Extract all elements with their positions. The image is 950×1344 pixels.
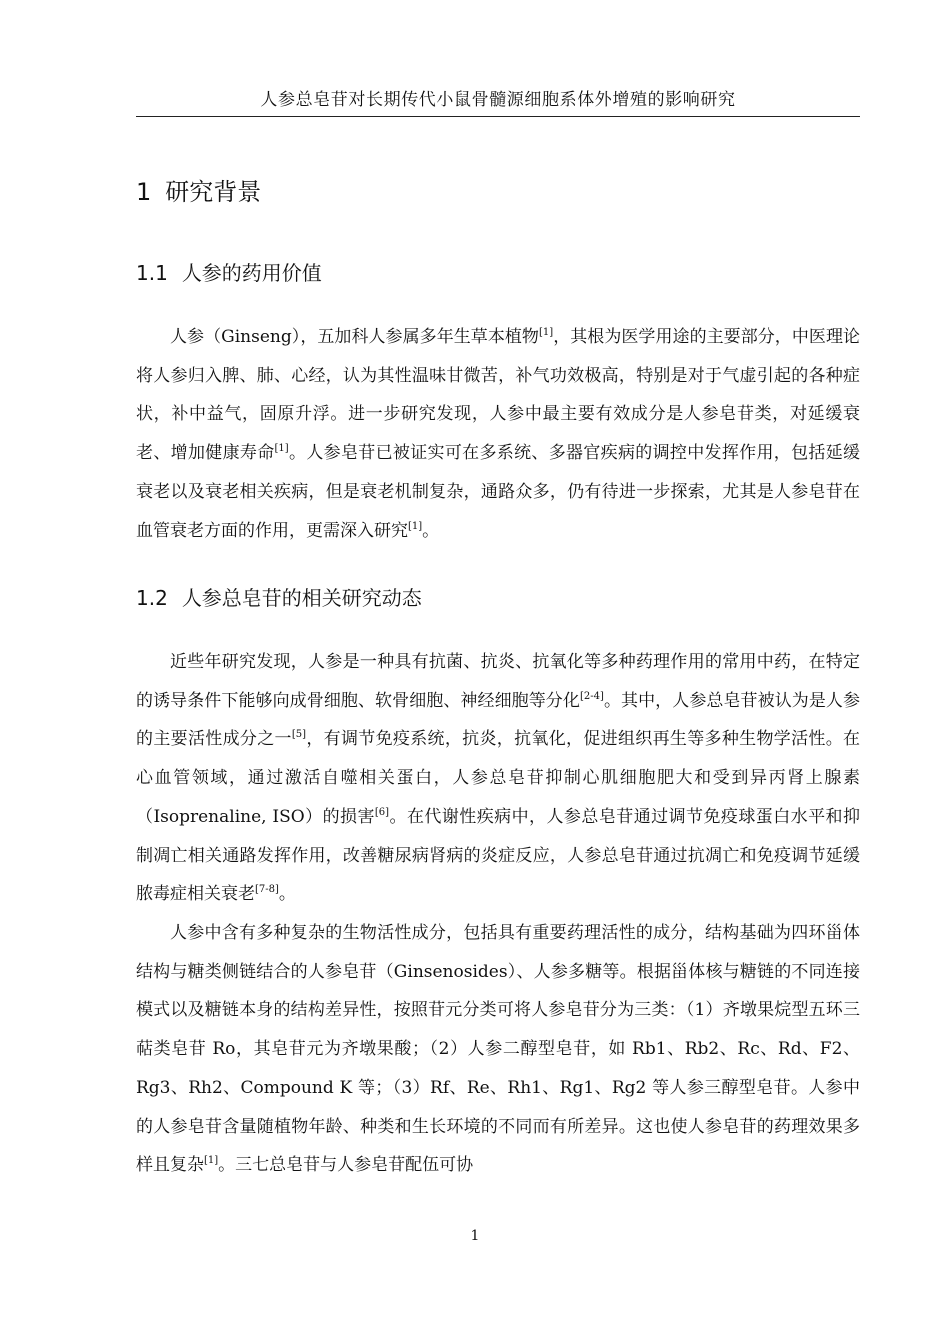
section-1-1-number: 1.1 — [136, 261, 168, 285]
paragraph-research-trends — [136, 643, 860, 914]
paragraph-text: ，其根为医学用途的主要部分，中医理论将人参归入脾、肺、心经，认为其性温味甘微苦，补气功效极高，特别是对于气虚引起的各种症状，补中益气，固原升浮。进一步研究发现，人参中最主要有效成分是人参皂苷类，对延缓衰老、增加健康寿命 — [136, 327, 860, 464]
paragraph-text: 。其中，人参总皂苷被认为是人参的主要活性成分之一 — [136, 690, 861, 750]
section-1-title: 研究背景 — [165, 178, 262, 206]
section-1-heading — [136, 174, 261, 210]
paragraph-text: 。 — [278, 884, 296, 905]
citation: [1] — [274, 443, 289, 455]
paragraph-text: 人参（Ginseng），五加科人参属多年生草本植物 — [170, 327, 539, 347]
section-1-1-title: 人参的药用价值 — [181, 261, 322, 285]
paragraph-ginsenoside-classes — [136, 914, 860, 1185]
paragraph-text: ，有调节免疫系统，抗炎，抗氧化，促进组织再生等多种生物学活性。在心血管领域，通过激活自噬相关蛋白，人参总皂苷抑制心肌细胞肥大和受到异丙肾上腺素（Isoprenaline, ISO）的损害 — [136, 729, 861, 827]
running-header: 人参总皂苷对长期传代小鼠骨髓源细胞系体外增殖的影响研究 — [260, 90, 736, 110]
paragraph-text: 人参中含有多种复杂的生物活性成分，包括具有重要药理活性的成分，结构基础为四环甾体结构与糖类侧链结合的人参皂苷（Ginsenosides）、人参多糖等。根据甾体核与糖链的不同连接模式以及糖链本身的结构差异性，按照苷元分类可将人参皂苷分为三类：（1）齐墩果烷型五环三萜类皂苷 Ro，其皂苷元为齐墩果酸；（2）人参二醇型皂苷，如 Rb1、Rb2、Rc、Rd、F2、Rg3、Rh2、Compound K 等；（3）Rf、Re、Rh1、Rg1、Rg2 等人参三醇型皂苷。人参中的人参皂苷含量随植物年龄、种类和生长环境的不同而有所差异。这也使人参皂苷的药理效果多样且复杂 — [136, 923, 860, 1176]
citation: [2-4] — [579, 690, 604, 702]
citation: [5] — [291, 729, 306, 741]
citation: [1] — [204, 1155, 219, 1167]
citation: [7-8] — [255, 884, 279, 896]
citation: [1] — [408, 520, 423, 532]
page-number: 1 — [470, 1228, 480, 1244]
citation: [6] — [374, 806, 390, 818]
section-1-2-heading — [136, 583, 422, 613]
section-1-1-heading — [136, 258, 322, 288]
paragraph-text: 。人参皂苷已被证实可在多系统、多器官疾病的调控中发挥作用，包括延缓衰老以及衰老相关疾病，但是衰老机制复杂，通路众多，仍有待进一步探索，尤其是人参皂苷在血管衰老方面的作用，更需深入研究 — [136, 443, 861, 541]
paragraph-text: 。三七总皂苷与人参皂苷配伍可协 — [218, 1155, 474, 1176]
section-1-number: 1 — [136, 178, 152, 206]
citation: [1] — [538, 327, 554, 338]
section-1-2-number: 1.2 — [136, 586, 168, 610]
paragraph-text: 。 — [422, 520, 440, 541]
section-1-2-title: 人参总皂苷的相关研究动态 — [181, 586, 422, 610]
paragraph-text: 。在代谢性疾病中，人参总皂苷通过调节免疫球蛋白水平和抑制凋亡相关通路发挥作用，改善糖尿病肾病的炎症反应，人参总皂苷通过抗凋亡和免疫调节延缓脓毒症相关衰老 — [136, 806, 860, 905]
header-divider — [136, 116, 860, 117]
paragraph-medicinal-value — [136, 318, 860, 550]
paragraph-text: 近些年研究发现，人参是一种具有抗菌、抗炎、抗氧化等多种药理作用的常用中药，在特定的诱导条件下能够向成骨细胞、软骨细胞、神经细胞等分化 — [136, 652, 860, 711]
